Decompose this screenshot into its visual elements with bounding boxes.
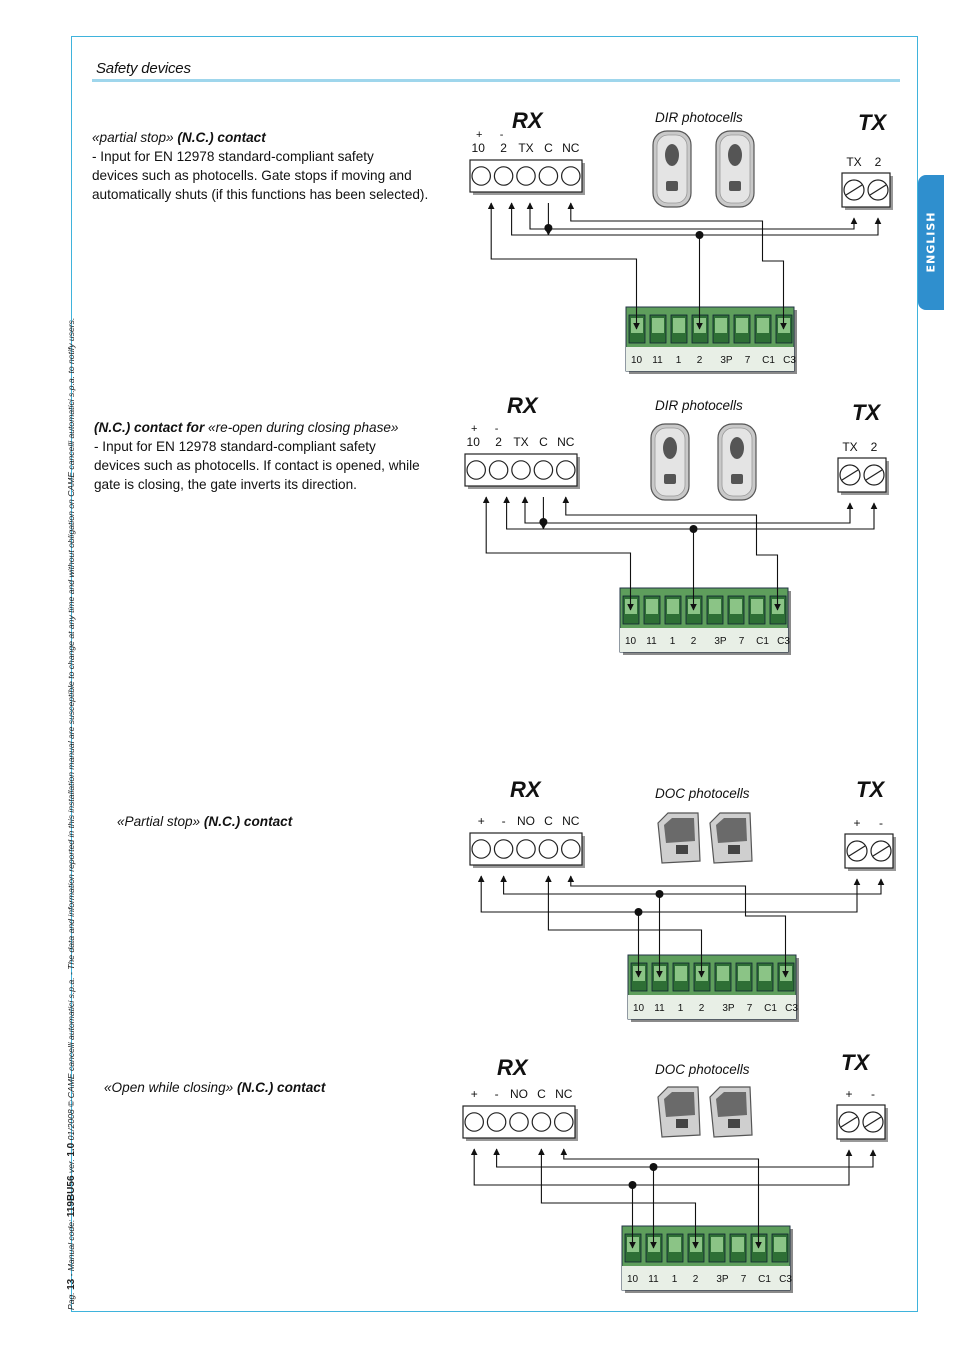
rx-terminal-block xyxy=(463,1106,578,1141)
junction-dot xyxy=(629,1181,637,1189)
board-terminal-label: C1 xyxy=(758,1274,771,1285)
control-board xyxy=(620,588,791,655)
board-terminal-label: 2 xyxy=(698,1003,705,1014)
rx-terminal-label: - xyxy=(501,814,506,828)
section-4-text: «Open while closing» (N.C.) contact xyxy=(104,1080,326,1095)
photocells-label: DOC photocells xyxy=(655,786,750,801)
wire xyxy=(497,1149,873,1167)
photocells-label: DIR photocells xyxy=(655,110,743,125)
rx-terminal-label: C xyxy=(539,435,548,449)
board-terminal-label: C1 xyxy=(762,355,775,366)
board-terminal-label: 2 xyxy=(692,1274,699,1285)
rx-terminal-label: C xyxy=(544,141,553,155)
screw-terminal xyxy=(510,1113,528,1131)
wire xyxy=(491,203,636,329)
section-3-text: «Partial stop» (N.C.) contact xyxy=(117,814,293,829)
rx-terminal-label: C xyxy=(544,814,553,828)
junction-dot xyxy=(656,890,664,898)
screw-terminal xyxy=(517,840,535,858)
section-title: Safety devices xyxy=(96,60,191,77)
board-terminal-label: 10 xyxy=(632,1003,645,1014)
rx-terminal-label: TX xyxy=(518,141,534,155)
rx-terminal-label: 2 xyxy=(495,435,502,449)
tx-terminal-label: + xyxy=(845,1087,853,1101)
screw-terminal xyxy=(465,1113,483,1131)
screw-terminal xyxy=(534,461,552,479)
tx-title: TX xyxy=(858,110,887,135)
rx-terminal-label: + xyxy=(477,814,485,828)
board-terminal-label: 7 xyxy=(738,636,745,647)
tx-terminal-label: 2 xyxy=(870,440,878,454)
screw-terminal xyxy=(517,167,535,185)
tx-title: TX xyxy=(856,777,885,802)
screw-terminal xyxy=(467,461,485,479)
board-terminal-label: 1 xyxy=(671,1274,678,1285)
board-terminal-label: 7 xyxy=(740,1274,747,1285)
tx-title: TX xyxy=(852,400,881,425)
tx-terminal-block xyxy=(837,1105,888,1142)
rx-terminal-label: NO xyxy=(510,1087,528,1101)
rx-terminal-label: NO xyxy=(517,814,535,828)
screw-terminal xyxy=(487,1113,505,1131)
tx-terminal-block xyxy=(842,173,893,210)
photocell-2 xyxy=(718,424,756,500)
wire xyxy=(525,497,850,523)
rx-title: RX xyxy=(512,108,543,133)
tx-terminal-label: - xyxy=(879,816,883,830)
board-terminal-label: 10 xyxy=(630,355,643,366)
tx-title: TX xyxy=(841,1050,870,1075)
rx-terminal-block xyxy=(470,833,585,868)
rx-terminal-label: NC xyxy=(557,435,575,449)
screw-terminal xyxy=(557,461,575,479)
wiring-diagram-1 xyxy=(470,108,893,374)
tx-terminal-block xyxy=(845,834,896,871)
board-terminal-label: 11 xyxy=(646,636,657,647)
rx-terminal-label: NC xyxy=(562,814,580,828)
rx-terminal-label: - xyxy=(494,1087,499,1101)
junction-dot xyxy=(650,1163,658,1171)
tx-terminal-label: TX xyxy=(846,155,862,169)
screw-terminal xyxy=(539,840,557,858)
board-terminal-label: 3P xyxy=(714,636,727,647)
rx-terminal-label: 10 xyxy=(466,435,480,449)
rx-title: RX xyxy=(507,393,538,418)
board-terminal-label: 7 xyxy=(744,355,751,366)
board-terminal-label: 1 xyxy=(675,355,682,366)
screw-terminal xyxy=(539,167,557,185)
board-terminal-label: 7 xyxy=(746,1003,753,1014)
photocell-2 xyxy=(710,1087,752,1137)
wiring-diagram-2 xyxy=(465,393,889,655)
screw-terminal xyxy=(494,167,512,185)
wire xyxy=(486,497,630,610)
tx-terminal-block xyxy=(838,458,889,495)
rx-terminal-label: NC xyxy=(555,1087,573,1101)
tx-terminal-label: TX xyxy=(842,440,858,454)
photocells-label: DIR photocells xyxy=(655,398,743,413)
wiring-diagram-4 xyxy=(463,1050,888,1293)
board-terminal-label: 11 xyxy=(652,355,663,366)
rx-terminal-label: NC xyxy=(562,141,580,155)
screw-terminal xyxy=(562,167,580,185)
screw-terminal xyxy=(562,840,580,858)
tx-terminal-label: - xyxy=(871,1087,875,1101)
rx-title: RX xyxy=(510,777,541,802)
rx-polarity-label: + xyxy=(470,423,478,435)
language-tab-label: ENGLISH xyxy=(924,211,938,273)
rx-terminal-label: 10 xyxy=(471,141,485,155)
board-terminal-label: 11 xyxy=(648,1274,659,1285)
board-terminal-label: 2 xyxy=(690,636,697,647)
board-terminal-label: C1 xyxy=(764,1003,777,1014)
rx-terminal-label: + xyxy=(470,1087,478,1101)
board-terminal-label: 1 xyxy=(669,636,676,647)
screw-terminal xyxy=(489,461,507,479)
junction-dot xyxy=(635,908,643,916)
footer-note: Pag. 13 - Manual code: 119BU56 ver. 1.0 01/2008 © CAME cancelli automatici s.p.a. - The data and information reported in this installation manual are susceptible to change at any time and without obligation on CAME cancelli automatici s.p.a. to notify users. xyxy=(66,317,77,1310)
rx-polarity-label: - xyxy=(494,423,499,435)
junction-dot xyxy=(539,518,547,526)
rx-terminal-label: C xyxy=(537,1087,546,1101)
photocells-label: DOC photocells xyxy=(655,1062,750,1077)
rx-title: RX xyxy=(497,1055,528,1080)
screw-terminal xyxy=(532,1113,550,1131)
screw-terminal xyxy=(472,167,490,185)
wiring-diagram-3 xyxy=(470,777,896,1022)
rx-terminal-block xyxy=(470,160,585,195)
board-terminal-label: 1 xyxy=(677,1003,684,1014)
board-terminal-label: C3 xyxy=(785,1003,798,1014)
control-board xyxy=(628,955,799,1022)
photocell-2 xyxy=(710,813,752,863)
wire xyxy=(530,203,854,229)
tx-terminal-label: + xyxy=(853,816,861,830)
section-1-text: «partial stop» (N.C.) contact - Input for EN 12978 standard-compliant safety devices such as photocells. Gate stops if moving and automatically shuts (if this functions has been selected). xyxy=(92,130,429,202)
wire xyxy=(512,203,878,235)
junction-dot xyxy=(696,231,704,239)
rx-terminal-label: 2 xyxy=(500,141,507,155)
board-terminal-label: C3 xyxy=(783,355,796,366)
board-terminal-label: 2 xyxy=(696,355,703,366)
board-terminal-label: C3 xyxy=(777,636,790,647)
rx-polarity-label: + xyxy=(475,129,483,141)
screw-terminal xyxy=(494,840,512,858)
photocell-2 xyxy=(716,131,754,207)
screw-terminal xyxy=(512,461,530,479)
section-2-text: (N.C.) contact for «re-open during closing phase» - Input for EN 12978 standard-compliant safety devices such as photocells. If contact is opened, while gate is closing, the gate inverts its direction. xyxy=(94,420,420,492)
board-terminal-label: C3 xyxy=(779,1274,792,1285)
control-board xyxy=(626,307,797,374)
screw-terminal xyxy=(555,1113,573,1131)
photocell-1 xyxy=(658,813,700,863)
board-terminal-label: 3P xyxy=(716,1274,729,1285)
photocell-1 xyxy=(651,424,689,500)
board-terminal-label: 3P xyxy=(722,1003,735,1014)
board-terminal-label: 3P xyxy=(720,355,733,366)
wire xyxy=(507,497,874,529)
board-terminal-label: 11 xyxy=(654,1003,665,1014)
rx-terminal-block xyxy=(465,454,580,489)
board-terminal-label: 10 xyxy=(624,636,637,647)
photocell-1 xyxy=(653,131,691,207)
screw-terminal xyxy=(472,840,490,858)
wire xyxy=(504,876,881,894)
photocell-1 xyxy=(658,1087,700,1137)
control-board xyxy=(622,1226,793,1293)
rx-terminal-label: TX xyxy=(513,435,529,449)
rx-polarity-label: - xyxy=(499,129,504,141)
junction-dot xyxy=(544,224,552,232)
board-terminal-label: C1 xyxy=(756,636,769,647)
tx-terminal-label: 2 xyxy=(874,155,882,169)
junction-dot xyxy=(690,525,698,533)
board-terminal-label: 10 xyxy=(626,1274,639,1285)
